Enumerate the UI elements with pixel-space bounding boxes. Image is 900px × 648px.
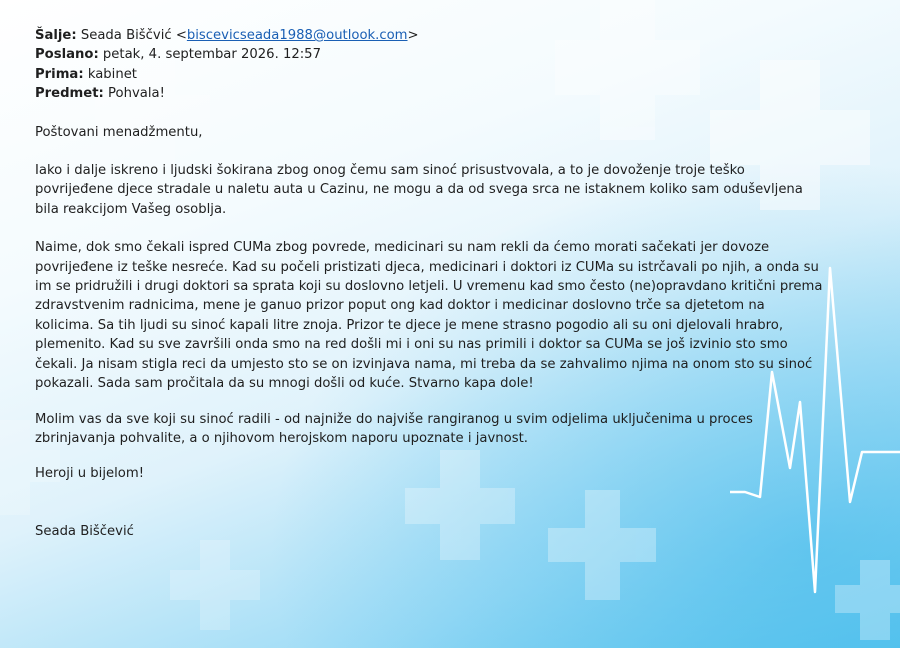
sent-label: Poslano: xyxy=(35,47,99,63)
sent-value: petak, 4. septembar 2026. 12:57 xyxy=(102,47,321,63)
greeting: Poštovani menadžmentu, xyxy=(35,124,203,140)
from-label: Šalje: xyxy=(35,28,77,43)
to-label: Prima: xyxy=(35,66,84,82)
paragraph-2: Naime, dok smo čekali ispred CUMa zbog povrede, medicinari su nam rekli da ćemo morati sačekati jer dovoze povrijeđene iz teške nesreće. Kad su počeli pristizati djeca, medicinari i doktori iz CUMa su istrčavali po njih, a onda su im se pridružili i drugi doktori sa sprata koji su doslovno letjeli. U vremenu kad smo često (ne)opravdano kritični prema zdravstvenim radnicima, mene je ganuo prizor poput ong kad doktor i medicinar doslovno trče sa djetetom na kolicima. Sa tih ljudi su sinoć kapali litre znoja. Prizor te djece je mene strasno pogodio ali su oni djelovali hrabro, plemenito. Kad su sve završili onda smo na red došli mi i oni su nas primili i doktor sa CUMa se još izvinio sto smo čekali. Ja nisam stigla reci da umjesto sto se on izvinjava nama, mi treba da se zahvalimo njima na onom sto su sinoć pokazali. Sada sam pročitala da su mnogi došli od kuće. Stvarno kapa dole! xyxy=(35,240,823,392)
subject-value: Pohvala! xyxy=(108,86,165,102)
email-body xyxy=(35,26,825,541)
signature: Seada Biščević xyxy=(35,523,134,539)
paragraph-1: Iako i dalje iskreno i ljudski šokirana zbog onog čemu sam sinoć prisustvovala, a to je dovoženje troje teško povrijeđene djece stradale u naletu auta u Cazinu, ne mogu a da od svega srca ne istaknem koliko sam oduševljena bila reakcijom Vašeg osoblja. xyxy=(35,163,803,217)
from-line: Šalje: Seada Biščvić <biscevicseada1988@outlook.com> xyxy=(35,28,419,43)
closing-line: Heroji u bijelom! xyxy=(35,466,144,482)
sent-line xyxy=(35,45,825,64)
to-line xyxy=(35,65,825,84)
from-name: Seada Biščvić xyxy=(80,28,172,43)
sender-email-link[interactable]: biscevicseada1988@outlook.com xyxy=(186,28,408,43)
subject-line xyxy=(35,84,825,103)
to-value: kabinet xyxy=(87,66,137,82)
paragraph-3: Molim vas da sve koji su sinoć radili - od najniže do najviše rangiranog u svim odjelima uključenima u proces zbrinjavanja pohvalite, a o njihovom herojskom naporu upoznate i javnost. xyxy=(35,411,753,446)
subject-label: Predmet: xyxy=(35,86,104,102)
